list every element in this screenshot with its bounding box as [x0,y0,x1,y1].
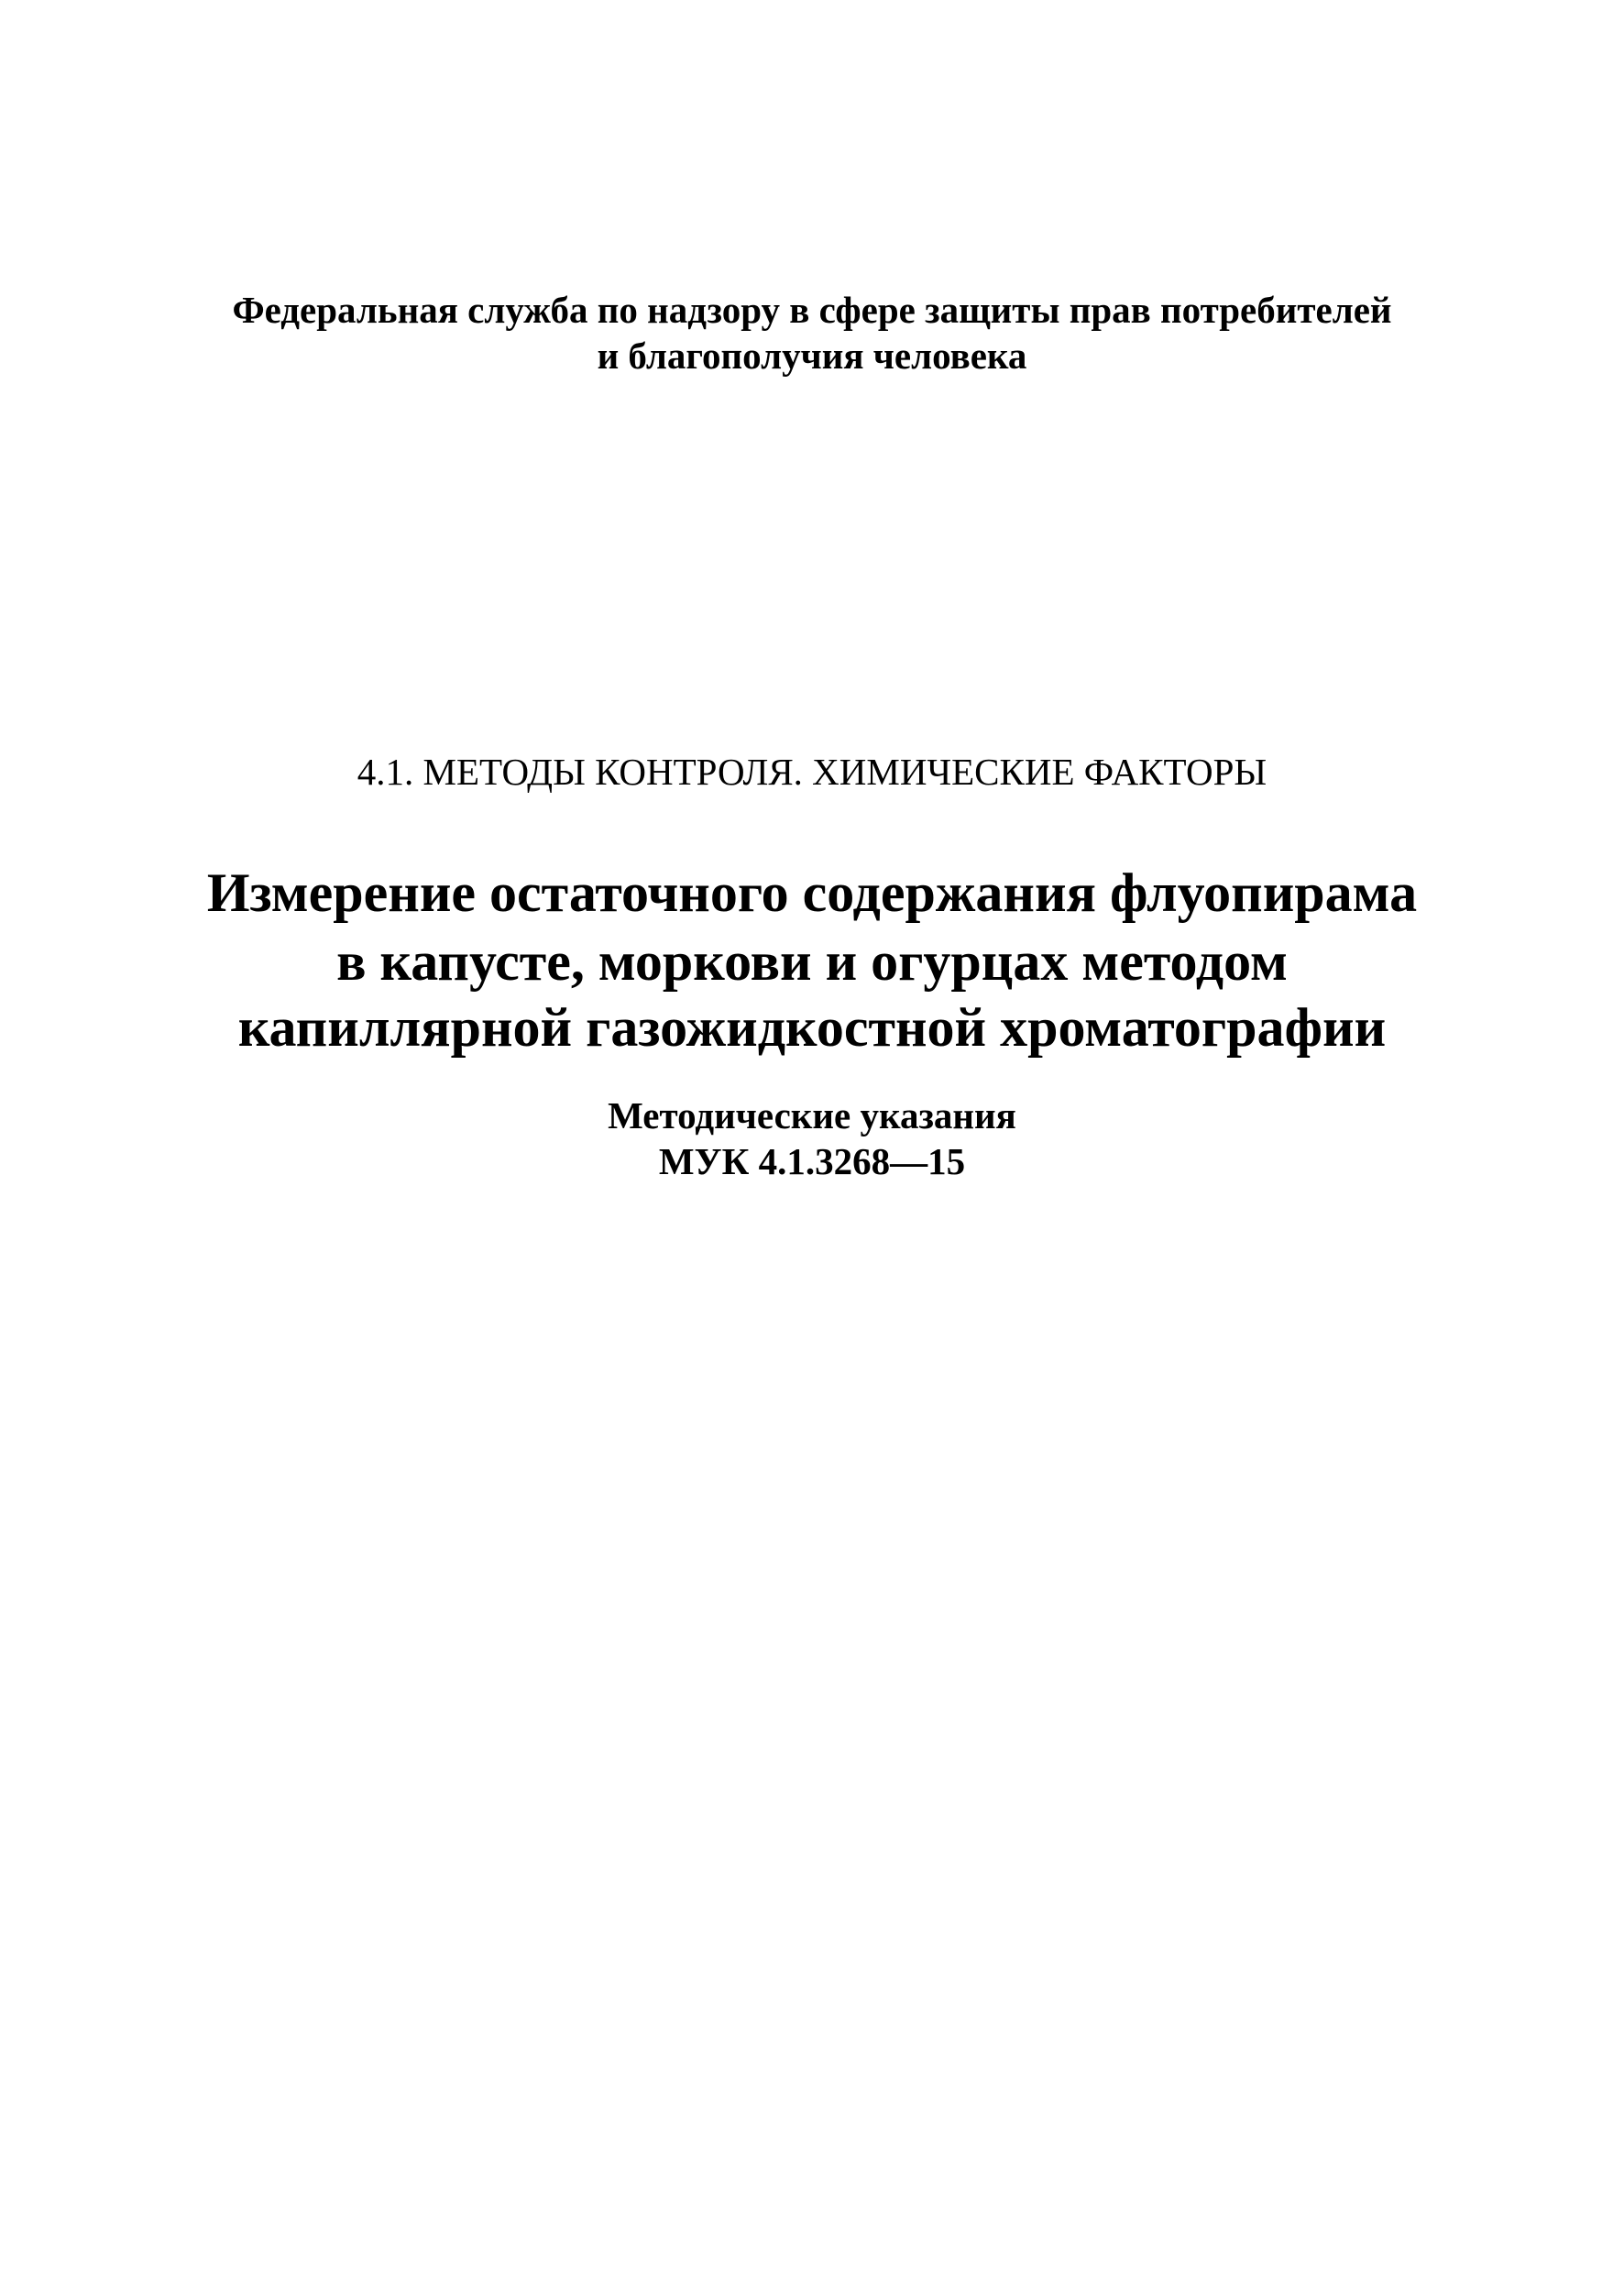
doc-number: МУК 4.1.3268—15 [658,1140,966,1182]
title-line-1: Измерение остаточного содержания флуопирама [206,862,1418,923]
title-line-3: капиллярной газожидкостной хроматографии [237,997,1387,1058]
agency-line-1: Федеральная служба по надзору в сфере защиты прав потребителей [232,289,1392,331]
section-heading: 4.1. МЕТОДЫ КОНТРОЛЯ. ХИМИЧЕСКИЕ ФАКТОРЫ [357,751,1267,793]
agency-line-2: и благополучия человека [597,335,1027,377]
title-line-2: в капусте, моркови и огурцах методом [336,931,1288,992]
doc-type-label: Методические указания [608,1094,1016,1136]
